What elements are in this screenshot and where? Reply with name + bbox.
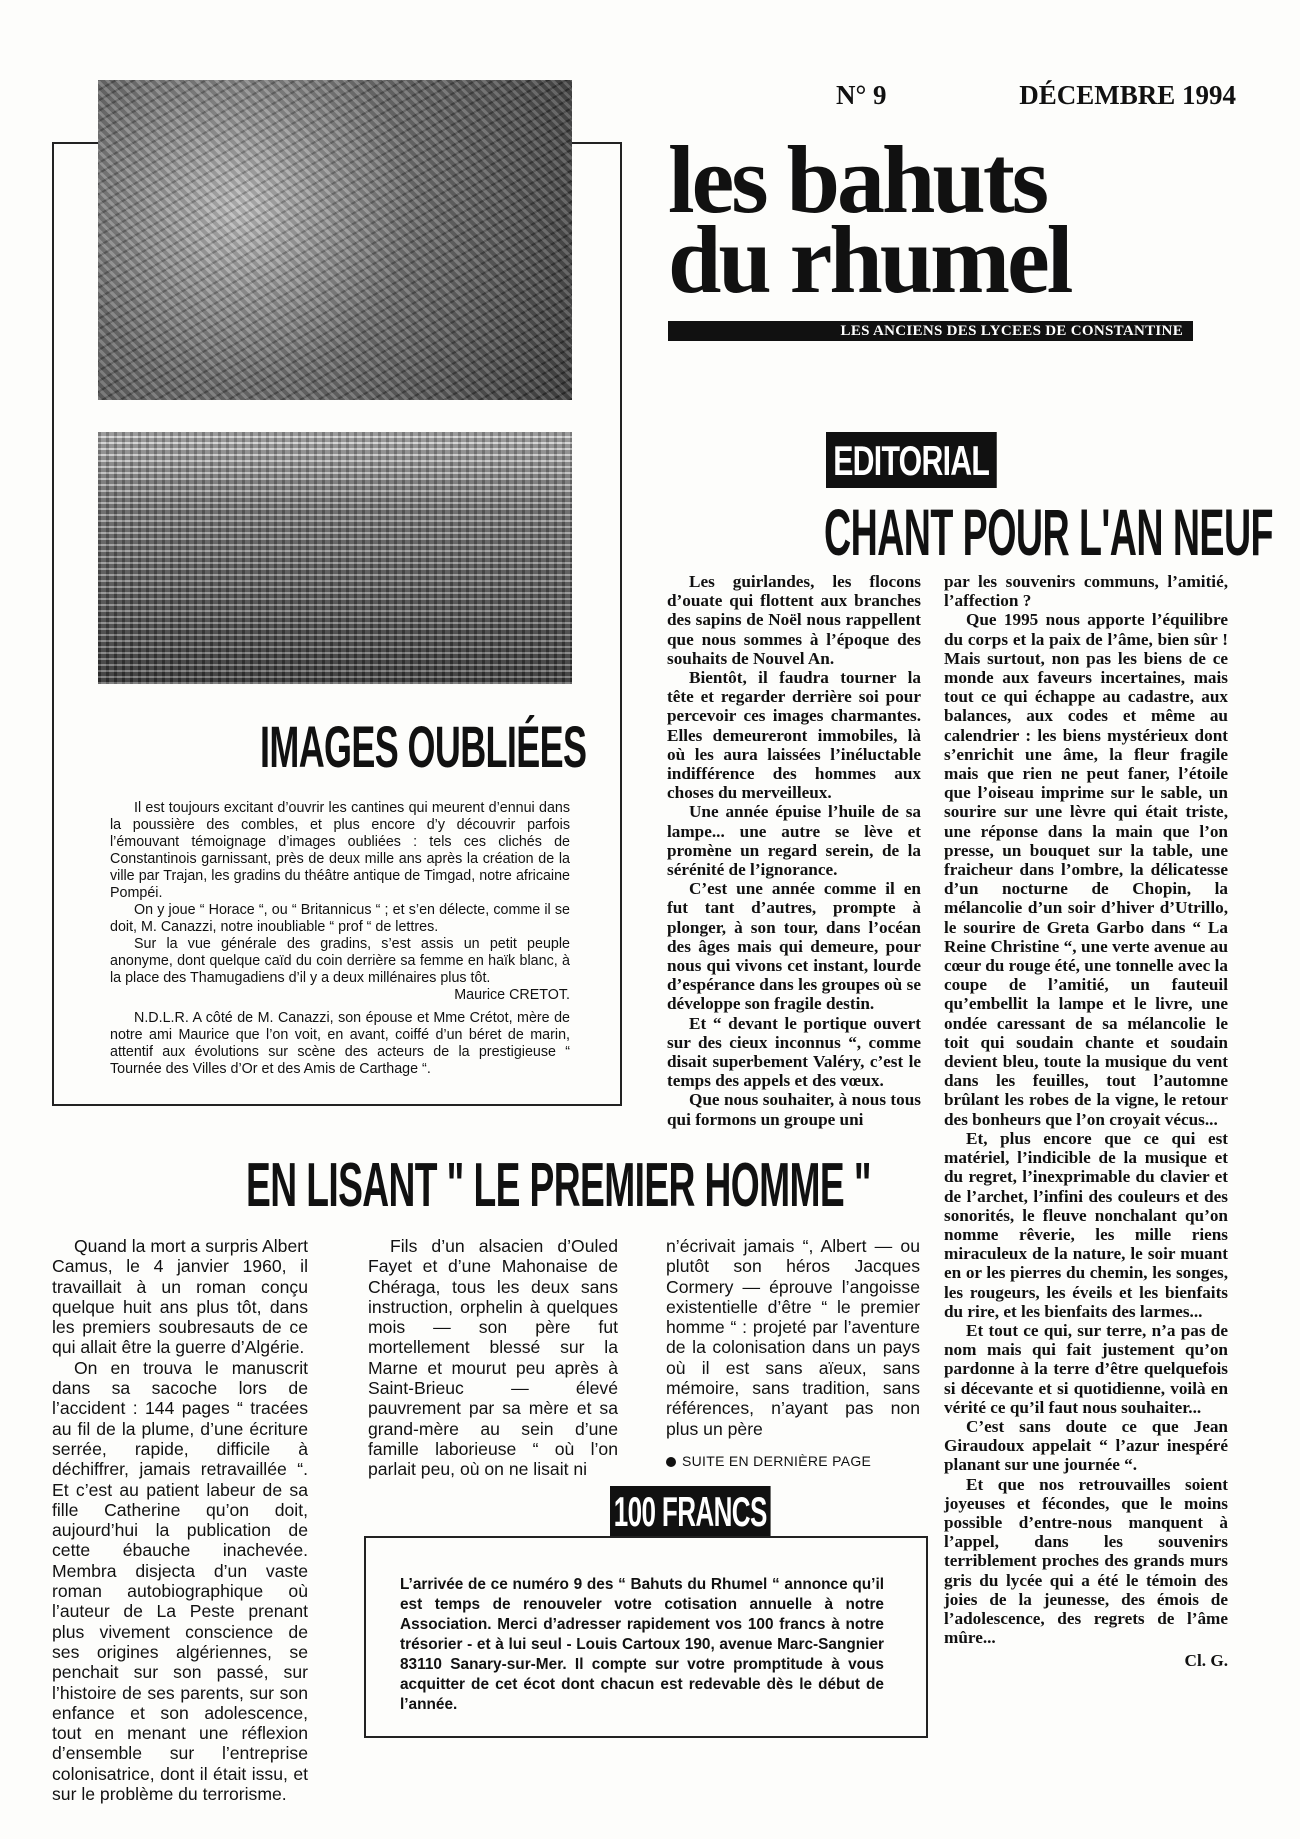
masthead-title-line1: les bahuts [668,126,1047,233]
images-headline: IMAGES OUBLIÉES [260,715,587,780]
continued-label: SUITE EN DERNIÈRE PAGE [682,1452,872,1469]
editorial-signature: Cl. G. [1184,1651,1228,1671]
continued-notice[interactable] [666,1451,920,1471]
camus-column-1 [52,1236,308,1804]
photo-theatre-gradins [98,432,572,684]
issue-info [836,80,1236,111]
editorial-paragraph: Les guirlandes, les flocons d’ouate qui flottent aux branches des sapins de Noël nous rappellent que nous sommes à l’époque des souhaits de Nouvel An. [667,572,921,668]
bullet-icon [666,1457,676,1467]
camus-paragraph: Quand la mort a surpris Albert Camus, le 4 janvier 1960, il travaillait à un roman conçu quelque huit ans plus tôt, dans les premiers soubresauts de ce qui allait être la guerre d’Algérie. [52,1236,308,1358]
camus-column-2 [368,1236,618,1480]
subscription-text: L’arrivée de ce numéro 9 des “ Bahuts du Rhumel “ annonce qu’il est temps de renouveler votre cotisation annuelle à notre Association. Merci d’adresser rapidement vos 100 francs à notre trésorier - et à lui seul - Louis Cartoux 190, avenue Marc-Sangnier 83110 Sanary-sur-Mer. Il compte sur votre promptitude à vous acquitter de cet écot dont chacun est redevable dès le début de l’année. [400,1576,884,1713]
camus-column-3 [666,1236,920,1471]
photo-audience-closeup [98,80,572,400]
images-signature: Maurice CRETOT. [454,987,570,1003]
editorial-label: EDITORIAL [826,432,996,488]
editorial-column-1 [667,572,921,1129]
editorial-headline: CHANT POUR L'AN NEUF [824,495,1273,569]
editorial-paragraph: Et “ devant le portique ouvert sur des cieux inconnus “, comme disait superbement Valéry, c’est le temps des appels et des vœux. [667,1013,921,1091]
images-paragraph: Il est toujours excitant d’ouvrir les cantines qui meurent d’ennui dans la poussière des combles, et plus encore d’y découvrir parfois l’émouvant témoignage d’images oubliées : tels ces clichés de Constantinois garnissant, près de deux mille ans après la création de la ville par Trajan, les gradins du théâtre antique de Timgad, notre africaine Pompéi. [110,800,570,901]
images-paragraph: Sur la vue générale des gradins, s’est assis un petit peuple anonyme, dont quelque caïd du coin derrière sa femme en haïk blanc, à la place des Thamugadiens d’il y a deux millénaires plus tôt. [110,936,570,986]
camus-headline: EN LISANT " LE PREMIER HOMME " [246,1151,871,1220]
editorial-paragraph: Une année épuise l’huile de sa lampe... une autre se lève et promène un regard serein, de la sérénité de l’ignorance. [667,802,921,880]
masthead-title-line2: du rhumel [668,206,1071,313]
issue-date: DÉCEMBRE 1994 [1019,80,1236,110]
editorial-paragraph: Que nous souhaiter, à nous tous qui formons un groupe uni [667,1090,921,1129]
editorial-column-2 [944,572,1228,1671]
images-article [110,800,570,1078]
editorial-paragraph: Et que nos retrouvailles soient joyeuses et fécondes, que le moins possible d’entre-nous manquent à l’appel, dans les souvenirs terriblement proches des grands murs gris du lycée qui a été le témoin des joies de la jeunesse, des émois de l’adolescence, des regrets de l’âme mûre... [944,1474,1228,1648]
editorial-paragraph: Bientôt, il faudra tourner la tête et regarder derrière soi pour percevoir ces images charmantes. Elles demeureront immobiles, là où les aura laissées l’inéluctable indifférence des hommes aux choses du merveilleux. [667,668,921,803]
masthead-title [668,126,1228,313]
subscription-headline: 100 FRANCS [610,1486,770,1536]
editorial-paragraph: Que 1995 nous apporte l’équilibre du corps et la paix de l’âme, bien sûr ! Mais surtout, non pas les biens de ce monde aux faveurs incertaines, mais tout ce qui échappe au cadastre, aux balances, aux codes et même au calendrier : les biens mystérieux dont s’enrichit une âme, la fleur fragile mais que rien ne peut faner, l’étoile que l’oiseau imprime sur le sable, un sourire sur une lèvre qui était triste, une réponse dans la main que l’on presse, un bouquet sur la table, une fraicheur dans l’ombre, la délicatesse d’un nocturne de Chopin, la mélancolie d’un soir d’hiver d’Utrillo, le sourire de Greta Garbo dans “ La Reine Christine “, une verte avenue au cœur du rouge été, une tonnelle avec la coupe de l’amitié, un fauteuil qu’embellit la lampe et le livre, une ondée caressant de sa mélancolie le toit qui soudain chante et soudain devient bleu, toute la musique du vent dans les feuilles, tout l’automne brûlant les robes de la vigne, le retour des bonheurs que l’on croyait vécus... [944,610,1228,1129]
images-note: N.D.L.R. A côté de M. Canazzi, son épouse et Mme Crétot, mère de notre ami Maurice que l’on voit, en avant, coiffé d’un béret de marin, attentif aux évolutions sur scène des acteurs de la prestigieuse “ Tournée des Villes d’Or et des Amis de Carthage “. [110,1010,570,1077]
editorial-paragraph: par les souvenirs communs, l’amitié, l’affection ? [944,572,1228,611]
editorial-paragraph: Et, plus encore que ce qui est matériel, l’indicible de la musique et du regret, l’inexprimable du clavier et de l’archet, l’infini des couleurs et des sonorités, le fleuve nonchalant qu’on nomme rêverie, les mille riens miraculeux de la nature, le soir muant en or les pierres du chemin, les songes, les rougeurs, les éveils et les bienfaits du rire, et les bienfaits des larmes... [944,1128,1228,1321]
masthead-subtitle: LES ANCIENS DES LYCEES DE CONSTANTINE [668,321,1193,341]
images-paragraph: On y joue “ Horace “, ou “ Britannicus “ ; et s’en délecte, comme il se doit, M. Canazzi, notre inoubliable “ prof “ de lettres. [110,902,570,935]
camus-paragraph: Fils d’un alsacien d’Ouled Fayet et d’une Mahonaise de Chéraga, tous les deux sans instruction, orphelin à quelques mois — son père fut mortellement blessé sur la Marne et mourut peu après à Saint-Brieuc — élevé pauvrement par sa mère et sa grand-mère au sein d’une famille laborieuse “ où l’on parlait peu, où on ne lisait ni [368,1236,618,1480]
editorial-paragraph: C’est sans doute ce que Jean Giraudoux appelait “ l’azur inespéré planant sur une journée “. [944,1416,1228,1475]
issue-number: N° 9 [836,80,887,110]
editorial-paragraph: C’est une année comme il en fut tant d’autres, prompte à plonger, à son tour, dans l’océan des âges mais qui demeure, pour nous qui vivons cet instant, lourde d’espérance dans les groupes où se développe son fragile destin. [667,879,921,1014]
camus-paragraph: On en trouva le manuscrit dans sa sacoche lors de l’accident : 144 pages “ tracées au fil de la plume, d’une écriture serrée, rapide, difficile à déchiffrer, jamais retravaillée “. Et c’est au patient labeur de sa fille Catherine qu’on doit, aujourd’hui la publication de cette ébauche inachevée. Membra disjecta d’un vaste roman autobiographique où l’auteur de La Peste prenant plus vivement conscience de ses origines algériennes, se penchait sur son passé, sur l’histoire de ses parents, sur son enfance et son adolescence, tout en menant une réflexion d’ensemble sur l’entreprise colonisatrice, dont il était issu, et sur le problème du terrorisme. [52,1357,308,1805]
camus-paragraph: n’écrivait jamais “, Albert — ou plutôt son héros Jacques Cormery — éprouve l’angoisse existentielle d’être “ le premier homme “ : projeté par l’aventure de la colonisation dans un pays où il est sans aïeux, sans mémoire, sans tradition, sans références, n’ayant pas non plus un père [666,1236,920,1439]
editorial-paragraph: Et tout ce qui, sur terre, n’a pas de nom mais qui fait justement qu’on pardonne à la terre d’être quelquefois si décevante et si quotidienne, voilà en vérité ce qu’il faut nous souhaiter... [944,1320,1228,1417]
